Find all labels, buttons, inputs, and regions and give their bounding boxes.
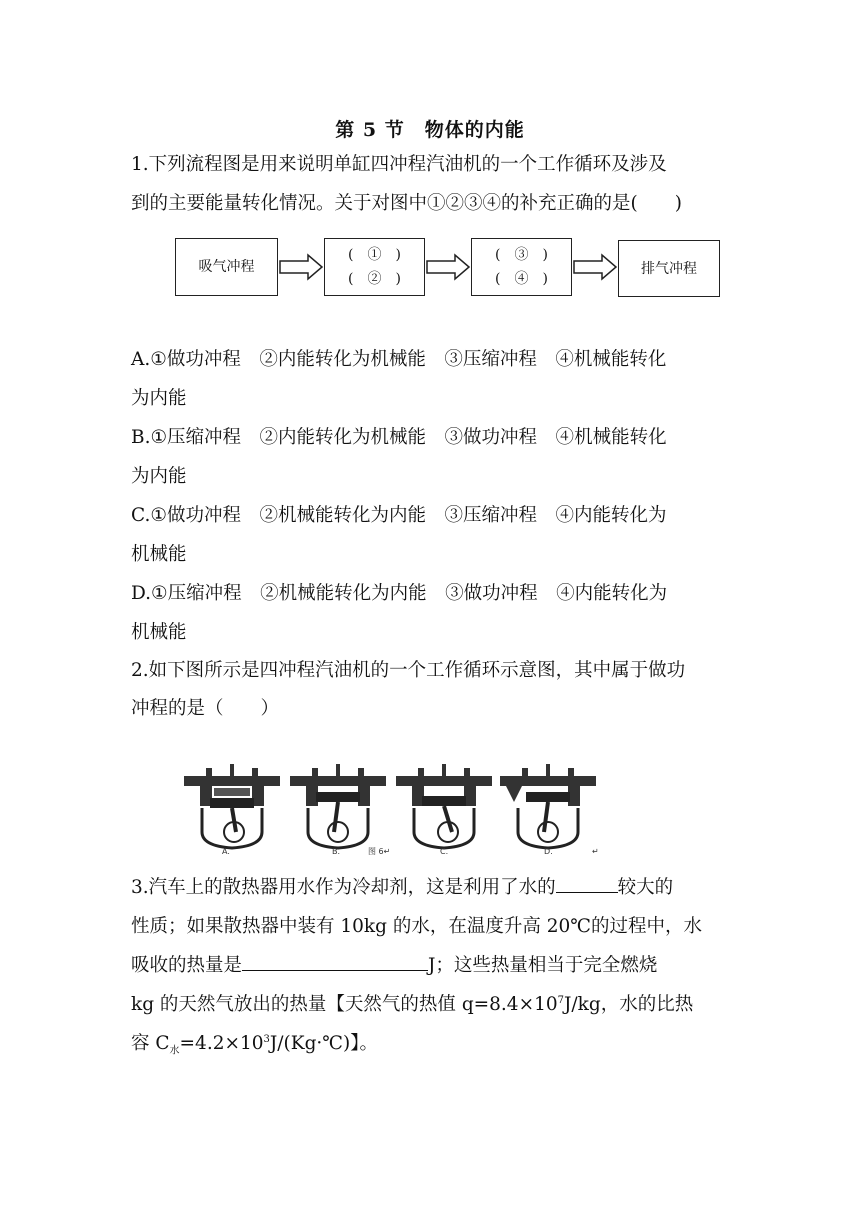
q3-exponent-3: 3 bbox=[263, 1033, 270, 1045]
flow-box-intake bbox=[175, 238, 278, 296]
flow-box-exhaust bbox=[618, 240, 720, 297]
q1-line-2: 到的主要能量转化情况。关于对图中①②③④的补充正确的是( ) bbox=[131, 193, 682, 214]
flow-box-2 bbox=[324, 238, 425, 296]
q1-option-b-line-2: 为内能 bbox=[131, 466, 187, 487]
q3-subscript-water: 水 bbox=[169, 1045, 180, 1057]
flow-box-3-line-1: ( ③ ) bbox=[495, 247, 548, 263]
flow-box-3-line-2: ( ④ ) bbox=[495, 271, 548, 287]
q1-option-c-line-1: C.①做功冲程 ②机械能转化为内能 ③压缩冲程 ④内能转化为 bbox=[131, 505, 667, 526]
q1-flowchart bbox=[175, 238, 720, 298]
flow-box-3 bbox=[471, 238, 572, 296]
q3-line-5-text-b: =4.2×10 bbox=[179, 1033, 264, 1054]
engine-label-d: D. bbox=[544, 847, 553, 856]
answer-blank-1[interactable] bbox=[556, 874, 618, 893]
flow-arrow-3-icon bbox=[572, 253, 618, 281]
q1-option-c-line-2: 机械能 bbox=[131, 544, 187, 565]
question-1-stem bbox=[131, 145, 731, 223]
engine-strokes-figure bbox=[182, 762, 602, 858]
answer-blank-2[interactable] bbox=[242, 952, 428, 971]
q3-line-3 bbox=[131, 946, 731, 985]
q1-option-a-line-1: A.①做功冲程 ②内能转化为机械能 ③压缩冲程 ④机械能转化 bbox=[131, 349, 667, 370]
q3-line-4-text-a: kg 的天然气放出的热量【天然气的热值 q=8.4×10 bbox=[131, 994, 558, 1015]
section-title: 第 5 节 物体的内能 bbox=[335, 119, 525, 141]
q1-option-d-line-1: D.①压缩冲程 ②机械能转化为内能 ③做功冲程 ④内能转化为 bbox=[131, 583, 668, 604]
q3-line-3-text-a: 吸收的热量是 bbox=[131, 955, 243, 976]
q3-line-1 bbox=[131, 868, 731, 907]
engine-a-icon bbox=[184, 764, 280, 848]
q1-line-1: 1.下列流程图是用来说明单缸四冲程汽油机的一个工作循环及涉及 bbox=[131, 154, 667, 175]
question-2-stem bbox=[131, 652, 731, 728]
engine-d-icon bbox=[500, 764, 596, 848]
flow-box-2-line-1: ( ① ) bbox=[348, 247, 401, 263]
q3-line-5-text-c: J/(Kg·℃)】。 bbox=[269, 1033, 378, 1054]
q1-option-d-line-2: 机械能 bbox=[131, 622, 187, 643]
flow-arrow-2-icon bbox=[425, 253, 471, 281]
q3-line-4 bbox=[131, 985, 731, 1024]
q3-line-3-text-b: J；这些热量相当于完全燃烧 bbox=[428, 955, 658, 976]
q3-line-1-text-b: 较大的 bbox=[617, 877, 674, 898]
q3-line-4-text-b: J/kg，水的比热 bbox=[564, 994, 694, 1015]
q1-option-b-line-1: B.①压缩冲程 ②内能转化为机械能 ③做功冲程 ④机械能转化 bbox=[131, 427, 667, 448]
q3-line-5 bbox=[131, 1024, 731, 1063]
engine-label-c: C. bbox=[440, 847, 449, 856]
question-3 bbox=[131, 868, 731, 1063]
flow-box-intake-label: 吸气冲程 bbox=[198, 259, 255, 275]
figure-tail-mark: ↵ bbox=[592, 847, 599, 856]
q3-exponent-7: 7 bbox=[557, 994, 564, 1006]
engine-label-b: B. bbox=[332, 847, 341, 856]
engine-b-icon bbox=[290, 764, 386, 848]
flow-arrow-1-icon bbox=[278, 253, 324, 281]
q3-line-5-text-a: 容 C bbox=[131, 1033, 170, 1054]
q2-line-2: 冲程的是（ ） bbox=[131, 698, 280, 719]
flow-box-exhaust-label: 排气冲程 bbox=[641, 260, 697, 277]
figure-caption: 图 6↵ bbox=[368, 847, 391, 856]
engine-c-icon bbox=[396, 764, 492, 848]
q3-line-1-text-a: 3.汽车上的散热器用水作为冷却剂，这是利用了水的 bbox=[131, 877, 556, 898]
q3-line-2: 性质；如果散热器中装有 10kg 的水，在温度升高 20℃的过程中，水 bbox=[131, 916, 702, 937]
engine-label-a: A. bbox=[222, 847, 230, 856]
flow-box-2-line-2: ( ② ) bbox=[348, 271, 401, 287]
q2-line-1: 2.如下图所示是四冲程汽油机的一个工作循环示意图，其中属于做功 bbox=[131, 660, 686, 681]
q1-option-a-line-2: 为内能 bbox=[131, 388, 187, 409]
q1-options bbox=[131, 340, 731, 652]
